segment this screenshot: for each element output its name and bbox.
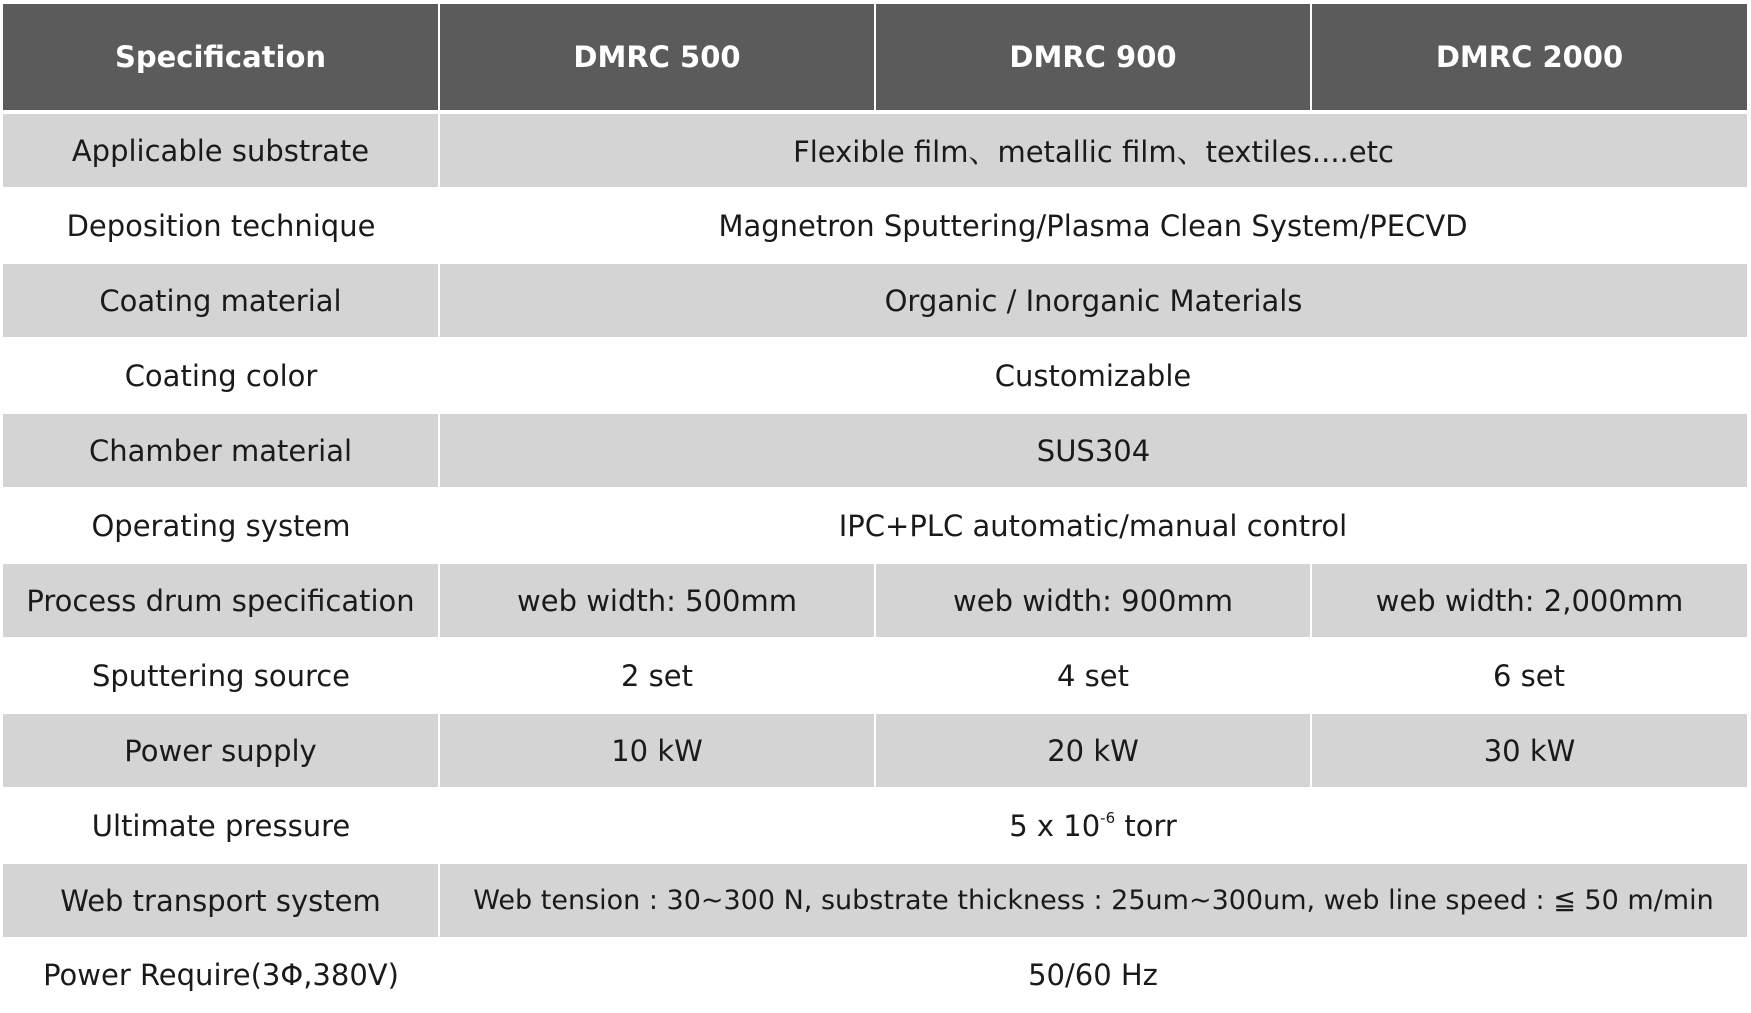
- row-label: Process drum specification: [3, 563, 439, 638]
- row-sputtering-source: [3, 638, 1747, 713]
- pressure-exponent: -6: [1100, 808, 1116, 827]
- row-value: Web tension : 30~300 N, substrate thickness : 25um~300um, web line speed : ≦ 50 m/min: [439, 863, 1747, 938]
- row-value: Flexible film、metallic film、textiles....etc: [439, 112, 1747, 188]
- row-coating-color: [3, 338, 1747, 413]
- row-web-transport-system: [3, 863, 1747, 938]
- row-label: Coating color: [3, 338, 439, 413]
- cell-dmrc-500: 10 kW: [439, 713, 875, 788]
- row-value: Magnetron Sputtering/Plasma Clean System/PECVD: [439, 188, 1747, 263]
- cell-dmrc-2000: 6 set: [1311, 638, 1747, 713]
- header-dmrc-2000: DMRC 2000: [1311, 4, 1747, 112]
- cell-dmrc-2000: 30 kW: [1311, 713, 1747, 788]
- row-label: Deposition technique: [3, 188, 439, 263]
- row-label: Ultimate pressure: [3, 788, 439, 863]
- header-dmrc-500: DMRC 500: [439, 4, 875, 112]
- row-label: Chamber material: [3, 413, 439, 488]
- row-value: 50/60 Hz: [439, 938, 1747, 1012]
- row-label: Coating material: [3, 263, 439, 338]
- header-row: [3, 4, 1747, 112]
- row-power-require: [3, 938, 1747, 1012]
- row-label: Sputtering source: [3, 638, 439, 713]
- row-label: Power supply: [3, 713, 439, 788]
- table-body: [3, 112, 1747, 1012]
- row-chamber-material: [3, 413, 1747, 488]
- header-specification: Specification: [3, 4, 439, 112]
- row-label: Web transport system: [3, 863, 439, 938]
- row-value: SUS304: [439, 413, 1747, 488]
- cell-dmrc-500: web width: 500mm: [439, 563, 875, 638]
- row-value: [439, 788, 1747, 863]
- header-dmrc-900: DMRC 900: [875, 4, 1311, 112]
- row-label: Power Require(3Φ,380V): [3, 938, 439, 1012]
- cell-dmrc-900: 20 kW: [875, 713, 1311, 788]
- row-label: Operating system: [3, 488, 439, 563]
- row-value: IPC+PLC automatic/manual control: [439, 488, 1747, 563]
- cell-dmrc-500: 2 set: [439, 638, 875, 713]
- row-operating-system: [3, 488, 1747, 563]
- row-deposition-technique: [3, 188, 1747, 263]
- row-applicable-substrate: [3, 112, 1747, 188]
- row-process-drum-specification: [3, 563, 1747, 638]
- row-value: Customizable: [439, 338, 1747, 413]
- row-ultimate-pressure: [3, 788, 1747, 863]
- cell-dmrc-900: web width: 900mm: [875, 563, 1311, 638]
- spec-table: [3, 4, 1747, 1013]
- pressure-unit: torr: [1115, 808, 1177, 843]
- table-header: [3, 4, 1747, 112]
- cell-dmrc-2000: web width: 2,000mm: [1311, 563, 1747, 638]
- cell-dmrc-900: 4 set: [875, 638, 1311, 713]
- pressure-base: 5 x 10: [1009, 808, 1101, 843]
- row-power-supply: [3, 713, 1747, 788]
- row-coating-material: [3, 263, 1747, 338]
- row-label: Applicable substrate: [3, 112, 439, 188]
- row-value: Organic / Inorganic Materials: [439, 263, 1747, 338]
